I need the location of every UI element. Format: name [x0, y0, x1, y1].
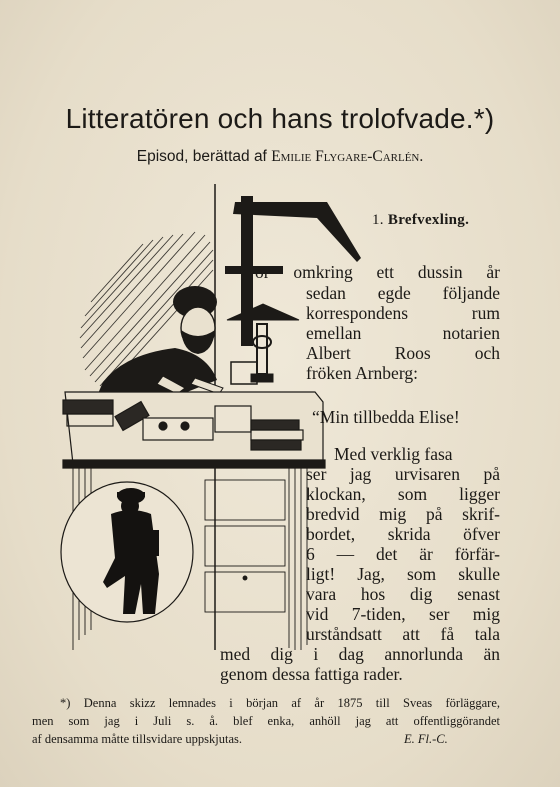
footnote-line: af densamma måtte tillsvidare uppskjutas. — [32, 732, 243, 746]
text-line: ser jag urvisaren på — [306, 464, 500, 484]
writer-figure — [97, 286, 223, 396]
text-line: ör omkring ett dussin år — [255, 262, 500, 282]
text-line: klockan, som ligger — [306, 484, 500, 504]
text-line: Albert Roos och — [306, 343, 500, 363]
subtitle-prefix: Episod, berättad af — [136, 148, 267, 165]
footnote-signature: E. Fl.-C. — [404, 732, 448, 746]
text-line: Med verklig fasa — [334, 444, 453, 464]
section-number: 1. — [372, 212, 384, 228]
text-line: emellan notarien — [306, 323, 500, 343]
page-title: Litteratören och hans trolofvade.*) — [65, 103, 495, 134]
text-line: vid 7-tiden, ser mig — [306, 604, 500, 624]
text-line: bredvid mig på skrif- — [306, 504, 500, 524]
text-line: 6 — det är förfär- — [306, 544, 500, 564]
text-line: med dig i dag annorlunda än — [220, 644, 500, 664]
text-line: urståndsatt att få tala — [306, 624, 500, 644]
text-line: korrespondens rum — [306, 303, 500, 323]
section-heading — [372, 212, 469, 229]
text-line: genom dessa fattiga rader. — [220, 664, 403, 684]
text-line: sedan egde följande — [306, 283, 500, 303]
text-line: ligt! Jag, som skulle — [306, 564, 500, 584]
author-name: Emilie Flygare-Carlén. — [271, 148, 424, 165]
letter-salutation: “Min tillbedda Elise! — [312, 407, 460, 427]
text-line: fröken Arnberg: — [306, 363, 418, 383]
lamp — [227, 304, 299, 384]
footnote-line: men som jag i Juli s. å. blef enka, anhöll jag att offentliggörandet — [32, 714, 500, 728]
section-title: Brefvexling. — [387, 212, 470, 228]
silhouette-medallion — [61, 482, 193, 622]
subtitle — [0, 148, 560, 166]
desk — [63, 392, 325, 468]
footnote-line: *) Denna skizz lemnades i början af år 1875 till Sveas förläggare, — [60, 696, 500, 710]
text-line: bordet, skrida öfver — [306, 524, 500, 544]
text-line: vara hos dig senast — [306, 584, 500, 604]
